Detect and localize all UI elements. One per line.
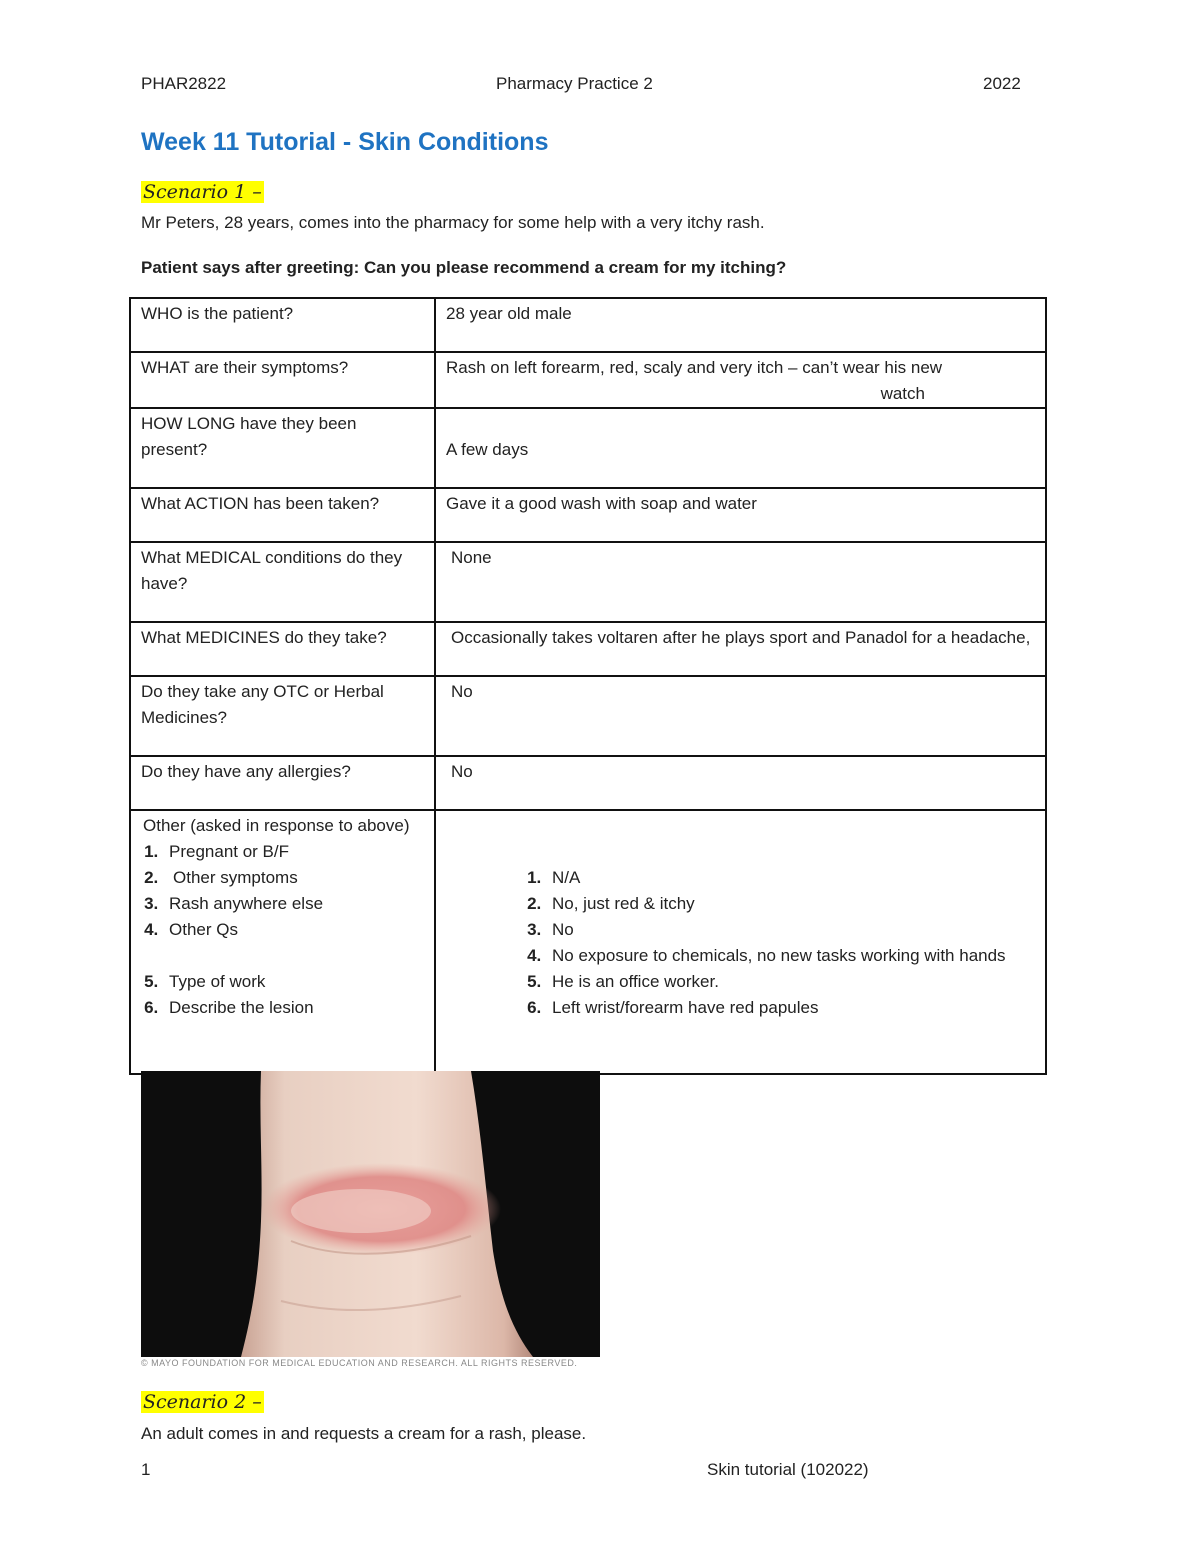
- question-cell: Do they take any OTC or Herbal Medicines?: [130, 676, 435, 756]
- answer-cell: No: [435, 756, 1046, 810]
- list-item: 5. Type of work: [163, 969, 424, 995]
- table-row: [130, 298, 1046, 352]
- answer-text-continued: watch: [880, 384, 925, 403]
- page-title: Week 11 Tutorial - Skin Conditions: [141, 128, 549, 156]
- answer-cell: A few days: [435, 408, 1046, 488]
- list-item: 4. No exposure to chemicals, no new tasks working with hands: [546, 943, 1035, 969]
- answer-cell: [435, 352, 1046, 408]
- question-cell: Do they have any allergies?: [130, 756, 435, 810]
- answer-cell: No: [435, 676, 1046, 756]
- scenario-1-intro: Mr Peters, 28 years, comes into the pharmacy for some help with a very itchy rash.: [141, 213, 765, 232]
- scenario-1-label: Scenario 1 –: [143, 181, 262, 203]
- question-cell: WHO is the patient?: [130, 298, 435, 352]
- other-answers-list: [516, 865, 1035, 1021]
- list-item: 3. Rash anywhere else: [163, 891, 424, 917]
- list-item: 6. Describe the lesion: [163, 995, 424, 1021]
- question-cell: HOW LONG have they been present?: [130, 408, 435, 488]
- question-cell: WHAT are their symptoms?: [130, 352, 435, 408]
- answer-text: Rash on left forearm, red, scaly and very itch – can’t wear his new: [446, 358, 943, 377]
- header-course-name: Pharmacy Practice 2: [496, 74, 653, 93]
- table-row-other: [130, 810, 1046, 1074]
- list-item: 2. No, just red & itchy: [546, 891, 1035, 917]
- question-cell: What ACTION has been taken?: [130, 488, 435, 542]
- list-item: 1. Pregnant or B/F: [163, 839, 424, 865]
- list-item: 3. No: [546, 917, 1035, 943]
- patient-says: Patient says after greeting: Can you please recommend a cream for my itching?: [141, 258, 787, 277]
- list-item: 5. He is an office worker.: [546, 969, 1035, 995]
- scenario-2-intro: An adult comes in and requests a cream for a rash, please.: [141, 1424, 587, 1443]
- question-cell: What MEDICAL conditions do they have?: [130, 542, 435, 622]
- photo-credit: © MAYO FOUNDATION FOR MEDICAL EDUCATION AND RESEARCH. ALL RIGHTS RESERVED.: [141, 1358, 578, 1368]
- answer-cell: None: [435, 542, 1046, 622]
- table-row: [130, 676, 1046, 756]
- other-questions-list: [133, 839, 424, 1021]
- list-item: 2. Other symptoms: [163, 865, 424, 891]
- rash-photo: [141, 1071, 600, 1357]
- scenario-2-label: Scenario 2 –: [143, 1391, 262, 1413]
- list-item: 1. N/A: [546, 865, 1035, 891]
- patient-assessment-table: [129, 297, 1047, 1075]
- list-item: 6. Left wrist/forearm have red papules: [546, 995, 1035, 1021]
- question-cell: What MEDICINES do they take?: [130, 622, 435, 676]
- answer-cell: Gave it a good wash with soap and water: [435, 488, 1046, 542]
- question-cell-other: [130, 810, 435, 1074]
- table-row: [130, 542, 1046, 622]
- table-row: [130, 756, 1046, 810]
- answer-cell: 28 year old male: [435, 298, 1046, 352]
- answer-cell: Occasionally takes voltaren after he plays sport and Panadol for a headache,: [435, 622, 1046, 676]
- list-item: 4. Other Qs: [163, 917, 424, 943]
- footer-doc-label: Skin tutorial (102022): [707, 1460, 869, 1479]
- table-row: [130, 352, 1046, 408]
- table-row: [130, 408, 1046, 488]
- table-row: [130, 622, 1046, 676]
- answer-cell-other: [435, 810, 1046, 1074]
- footer-page-number: 1: [141, 1460, 151, 1479]
- table-row: [130, 488, 1046, 542]
- header-course-code: PHAR2822: [141, 74, 227, 93]
- header-year: 2022: [983, 74, 1021, 93]
- other-heading: Other (asked in response to above): [143, 816, 410, 835]
